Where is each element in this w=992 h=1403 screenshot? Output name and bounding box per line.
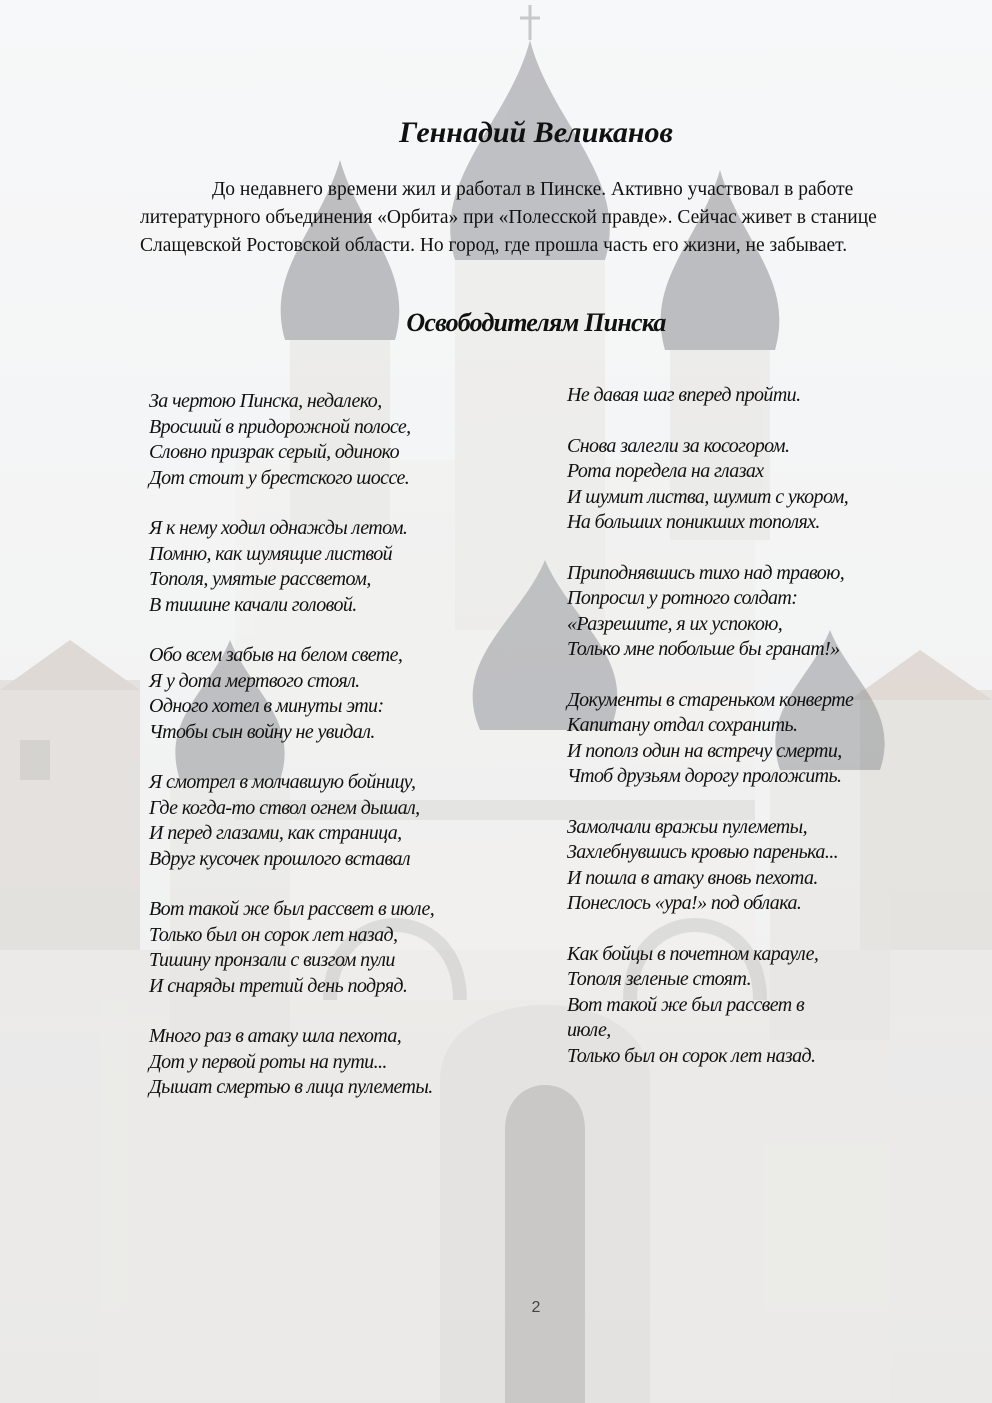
poem-line: Вдруг кусочек прошлого вставал <box>149 847 410 870</box>
poem-line: Дышат смертью в лица пулеметы. <box>149 1076 433 1098</box>
poem-line: В тишине качали головой. <box>149 593 357 616</box>
poem-line: Я смотрел в молчавшую бойницу, <box>149 771 416 793</box>
poem-line: Как бойцы в почетном карауле, <box>567 942 819 965</box>
poem-line: Только мне побольше бы гранат!» <box>567 638 840 660</box>
poem-line: Обо всем забыв на белом свете, <box>149 644 403 666</box>
poem-line: Только был он сорок лет назад. <box>567 1044 816 1067</box>
poem-line: И снаряды третий день подряд. <box>149 974 408 997</box>
poem-line: На больших поникших тополях. <box>567 511 820 533</box>
page-number: 2 <box>531 1299 541 1316</box>
stanza <box>149 770 549 872</box>
poem-line: Приподнявшись тихо над травою, <box>567 561 845 584</box>
stanza <box>149 389 549 491</box>
poem-line: «Разрешите, я их успокою, <box>567 612 783 635</box>
stanza <box>567 434 907 536</box>
poem-line: Замолчали вражьи пулеметы, <box>567 815 807 838</box>
poem-line: Не давая шаг вперед пройти. <box>567 384 801 406</box>
poem-line: Я к нему ходил однажды летом. <box>149 517 408 539</box>
poem-line: Документы в стареньком конверте <box>567 688 854 711</box>
poem-right-column <box>567 383 907 1094</box>
poem-line: Вросший в придорожной полосе, <box>149 415 411 438</box>
poem-line: Захлебнувшись кровью паренька... <box>567 841 839 863</box>
poem-line: И шумит листва, шумит с укором, <box>567 485 849 508</box>
poem-line: И перед глазами, как страница, <box>149 822 402 844</box>
poem-line: Дот стоит у брестского шоссе. <box>149 466 410 489</box>
author-bio: До недавнего времени жил и работал в Пинске. Активно участвовал в работе литературного объединения «Орбита» при «Полесской правде». Сейчас живет в станице Слащевской Ростовской области. Но город, где прошла часть его жизни, не забывает. <box>140 179 877 256</box>
stanza <box>567 942 907 1070</box>
poem-line: Много раз в атаку шла пехота, <box>149 1025 402 1047</box>
poem-line: Чтоб друзьям дорогу проложить. <box>567 765 842 787</box>
stanza <box>567 815 907 917</box>
poem-line: Дот у первой роты на пути... <box>149 1050 387 1073</box>
poem-line: За чертою Пинска, недалеко, <box>149 390 382 412</box>
stanza <box>149 516 549 618</box>
poem-line: Словно призрак серый, одиноко <box>149 441 400 463</box>
poem-title: Освободителям Пинска <box>406 308 666 337</box>
stanza <box>149 897 549 999</box>
poem-line: Тишину пронзали с визгом пули <box>149 949 395 971</box>
poem-line: Где когда-то ствол огнем дышал, <box>149 796 420 819</box>
poem-line: Тополя зеленые стоят. <box>567 968 751 990</box>
poem-line: Рота поредела на глазах <box>567 460 764 482</box>
poem-line: Только был он сорок лет назад, <box>149 923 398 946</box>
poem-line: Снова залегли за косогором. <box>567 434 790 457</box>
poem-line: Понеслось «ура!» под облака. <box>567 892 802 914</box>
poem-line: Помню, как шумящие листвой <box>149 542 393 565</box>
poem-line: июле, <box>567 1019 611 1041</box>
stanza <box>567 688 907 790</box>
poem-line: Вот такой же был рассвет в июле, <box>149 898 435 920</box>
author-name: Геннадий Великанов <box>399 116 673 149</box>
poem-line: Капитану отдал сохранить. <box>567 714 798 736</box>
poem-line: Я у дота мертвого стоял. <box>149 669 360 692</box>
poem-line: Чтобы сын войну не увидал. <box>149 720 375 743</box>
poem-line: Одного хотел в минуты эти: <box>149 695 384 717</box>
stanza <box>149 1024 549 1101</box>
poem-left-column <box>149 389 549 1126</box>
poem-line: Попросил у ротного солдат: <box>567 587 798 609</box>
stanza <box>567 383 907 409</box>
poem-line: Тополя, умятые рассветом, <box>149 568 371 590</box>
poem-line: И пошла в атаку вновь пехота. <box>567 866 818 889</box>
poem-line: И пополз один на встречу смерти, <box>567 739 842 762</box>
stanza <box>149 643 549 745</box>
poem-line: Вот такой же был рассвет в <box>567 993 805 1016</box>
stanza <box>567 561 907 663</box>
